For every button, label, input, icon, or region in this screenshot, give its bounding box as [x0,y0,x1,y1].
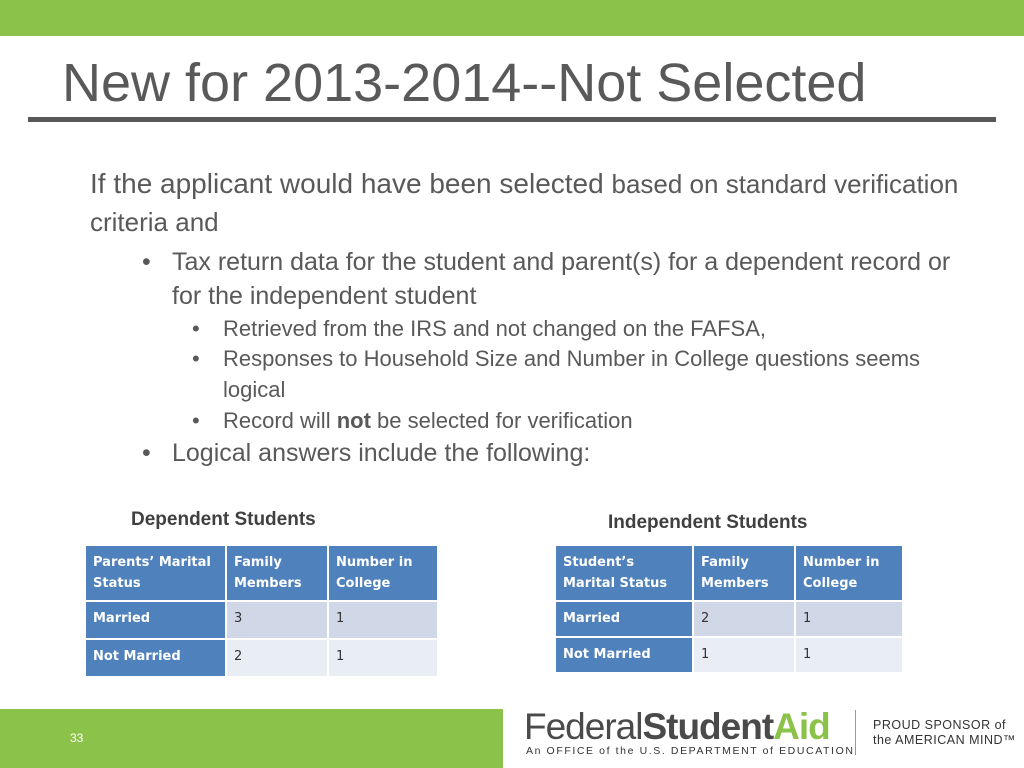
bullet-text [223,405,963,436]
header-cell: Number in College [796,546,902,600]
sponsor-line-1: PROUD SPONSOR of [873,718,1007,732]
bullet-marker: • [192,316,200,341]
header-cell: Family Members [227,546,327,600]
bullet-text: Tax return data for the student and parent(s) for a dependent record or for the independent student [172,248,951,310]
logo-tagline: An OFFICE of the U.S. DEPARTMENT of EDUCATION [526,745,855,757]
logo-aid: Aid [773,706,830,747]
table-cell: 3 [227,602,327,638]
logo-wordmark [524,706,830,748]
row-label: Not Married [556,638,692,672]
top-accent-bar [0,0,1024,36]
header-cell: Student’s Marital Status [556,546,692,600]
table-header-row [86,546,437,600]
table-cell: 2 [694,602,794,636]
table-header-row [556,546,902,600]
logo-federal: Federal [524,706,643,747]
table-cell: 2 [227,640,327,676]
table-row [556,602,902,636]
title-underline [28,117,996,122]
bullet-text: Logical answers include the following: [172,439,591,467]
table-row [556,638,902,672]
header-cell: Family Members [694,546,794,600]
table-cell: 1 [796,638,902,672]
bullet-marker: • [142,248,151,276]
bullet-marker: • [192,408,200,433]
table-cell: 1 [329,602,437,638]
slide-number: 33 [70,731,84,745]
table-cell: 1 [329,640,437,676]
dependent-students-table [84,544,439,678]
table-row [86,640,437,676]
bullet-text-post: be selected for verification [370,408,633,433]
intro-part-1: If the applicant would have been selected [90,168,612,199]
table-row [86,602,437,638]
slide-title: New for 2013-2014--Not Selected [62,53,867,113]
table-cell: 1 [796,602,902,636]
footer-divider [855,710,856,755]
bullet-text: Responses to Household Size and Number in College questions seems logical [223,346,921,402]
bullet-text-pre: Record will [223,408,337,433]
bullet-text: Retrieved from the IRS and not changed on the FAFSA, [223,316,766,341]
sponsor-text [873,718,1016,748]
dependent-table-caption: Dependent Students [131,509,316,530]
header-cell: Number in College [329,546,437,600]
bullet-marker: • [142,439,151,467]
independent-students-table [554,544,904,674]
row-label: Married [86,602,225,638]
intro-text [90,165,970,241]
bullet-text-bold: not [336,408,371,433]
independent-table-caption: Independent Students [608,512,808,533]
row-label: Not Married [86,640,225,676]
table-cell: 1 [694,638,794,672]
intro-part-2: based on standard verification criteria and [90,169,959,237]
header-cell: Parents’ Marital Status [86,546,225,600]
logo-student: Student [642,706,774,747]
bullet-marker: • [192,346,200,371]
row-label: Married [556,602,692,636]
sponsor-line-2: the AMERICAN MIND™ [873,733,1017,747]
